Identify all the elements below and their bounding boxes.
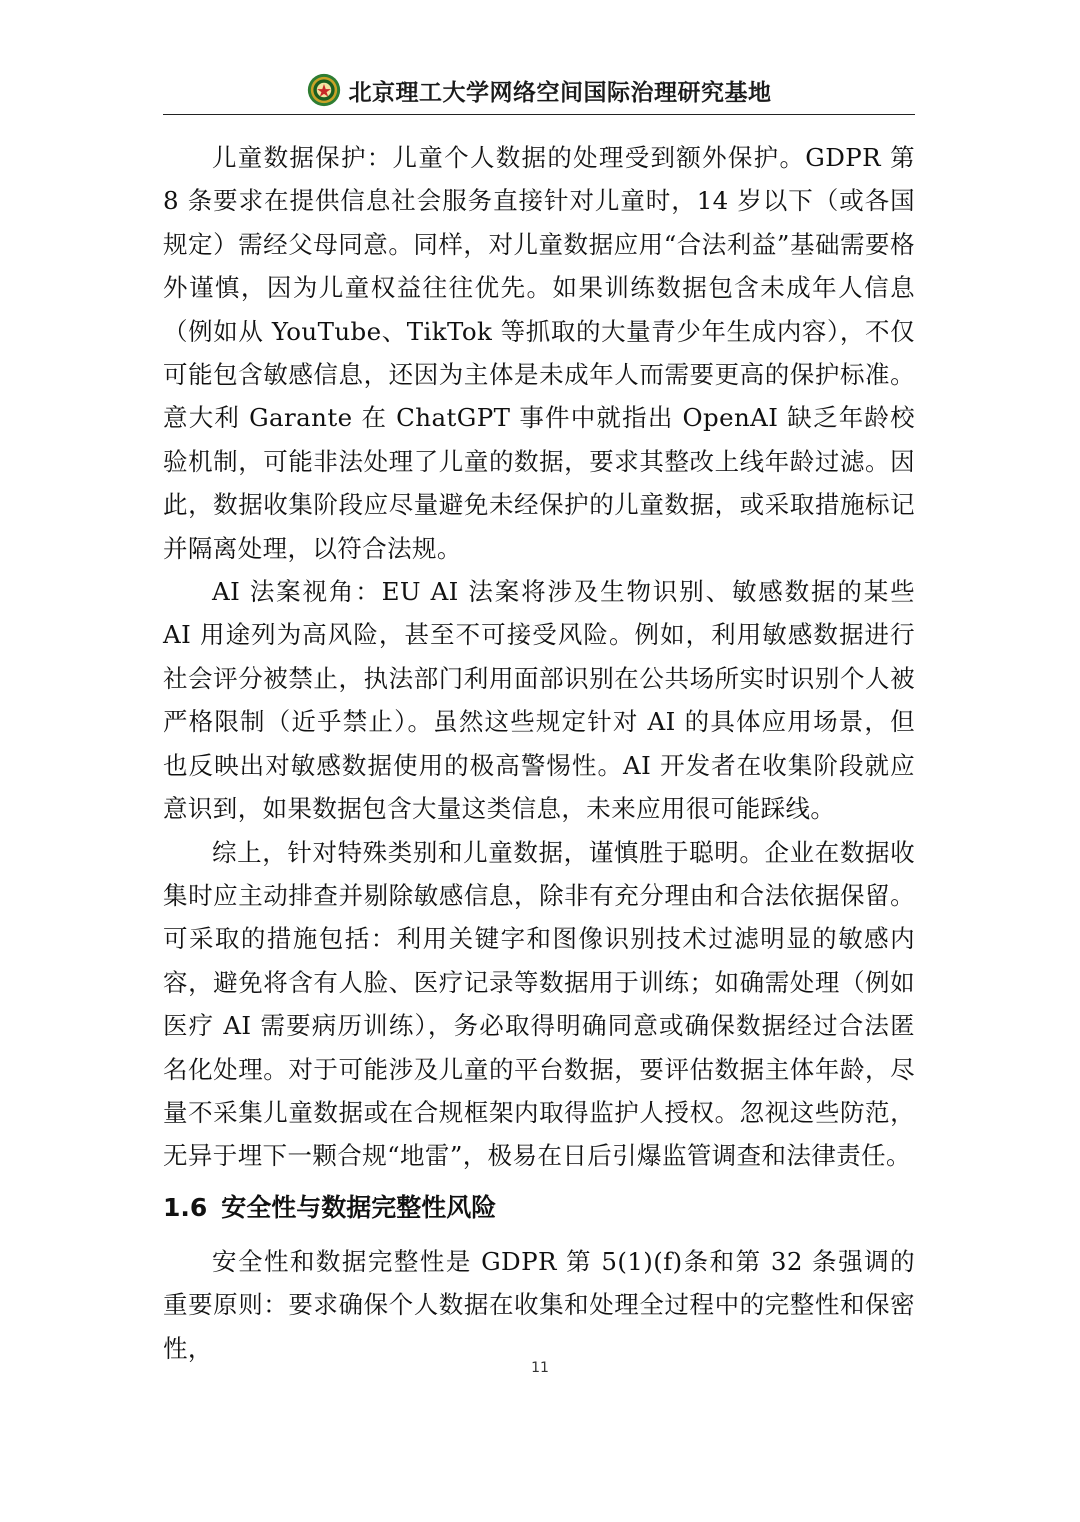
paragraph-security: 安全性和数据完整性是 GDPR 第 5(1)(f)条和第 32 条强调的重要原则：要求确保个人数据在收集和处理全过程中的完整性和保密性， (163, 1246, 915, 1363)
page-header (163, 70, 915, 115)
section-title: 安全性与数据完整性风险 (221, 1192, 497, 1222)
page-number: 11 (531, 1360, 549, 1376)
paragraph-ai-act: AI 法案视角：EU AI 法案将涉及生物识别、敏感数据的某些 AI 用途列为高风险，甚至不可接受风险。例如，利用敏感数据进行社会评分被禁止，执法部门利用面部识别在公共场所实时识别个人被严格限制（近乎禁止）。虽然这些规定针对 AI 的具体应用场景，但也反映出对敏感数据使用的极高警惕性。AI 开发者在收集阶段就应意识到，如果数据包含大量这类信息，未来应用很可能踩线。 (163, 577, 915, 824)
paragraph-children-data: 儿童数据保护：儿童个人数据的处理受到额外保护。GDPR 第 8 条要求在提供信息社会服务直接针对儿童时，14 岁以下（或各国规定）需经父母同意。同样，对儿童数据应用“合法利益”基础需要格外谨慎，因为儿童权益往往优先。如果训练数据包含未成年人信息（例如从 YouTube、TikTok 等抓取的大量青少年生成内容），不仅可能包含敏感信息，还因为主体是未成年人而需要更高的保护标准。意大利 Garante 在 ChatGPT 事件中就指出 OpenAI 缺乏年龄校验机制，可能非法处理了儿童的数据，要求其整改上线年龄过滤。因此，数据收集阶段应尽量避免未经保护的儿童数据，或采取措施标记并隔离处理，以符合法规。 (163, 143, 915, 563)
university-seal-icon (307, 73, 341, 107)
paragraph-summary: 综上，针对特殊类别和儿童数据，谨慎胜于聪明。企业在数据收集时应主动排查并剔除敏感信息，除非有充分理由和合法依据保留。可采取的措施包括：利用关键字和图像识别技术过滤明显的敏感内容，避免将含有人脸、医疗记录等数据用于训练；如确需处理（例如医疗 AI 需要病历训练），务必取得明确同意或确保数据经过合法匿名化处理。对于可能涉及儿童的平台数据，要评估数据主体年龄，尽量不采集儿童数据或在合规框架内取得监护人授权。忽视这些防范，无异于埋下一颗合规“地雷”，极易在日后引爆监管调查和法律责任。 (163, 837, 915, 1171)
document-body (163, 136, 915, 1370)
header-title: 北京理工大学网络空间国际治理研究基地 (348, 79, 772, 106)
section-heading (163, 1188, 915, 1228)
section-number: 1.6 (163, 1192, 208, 1222)
